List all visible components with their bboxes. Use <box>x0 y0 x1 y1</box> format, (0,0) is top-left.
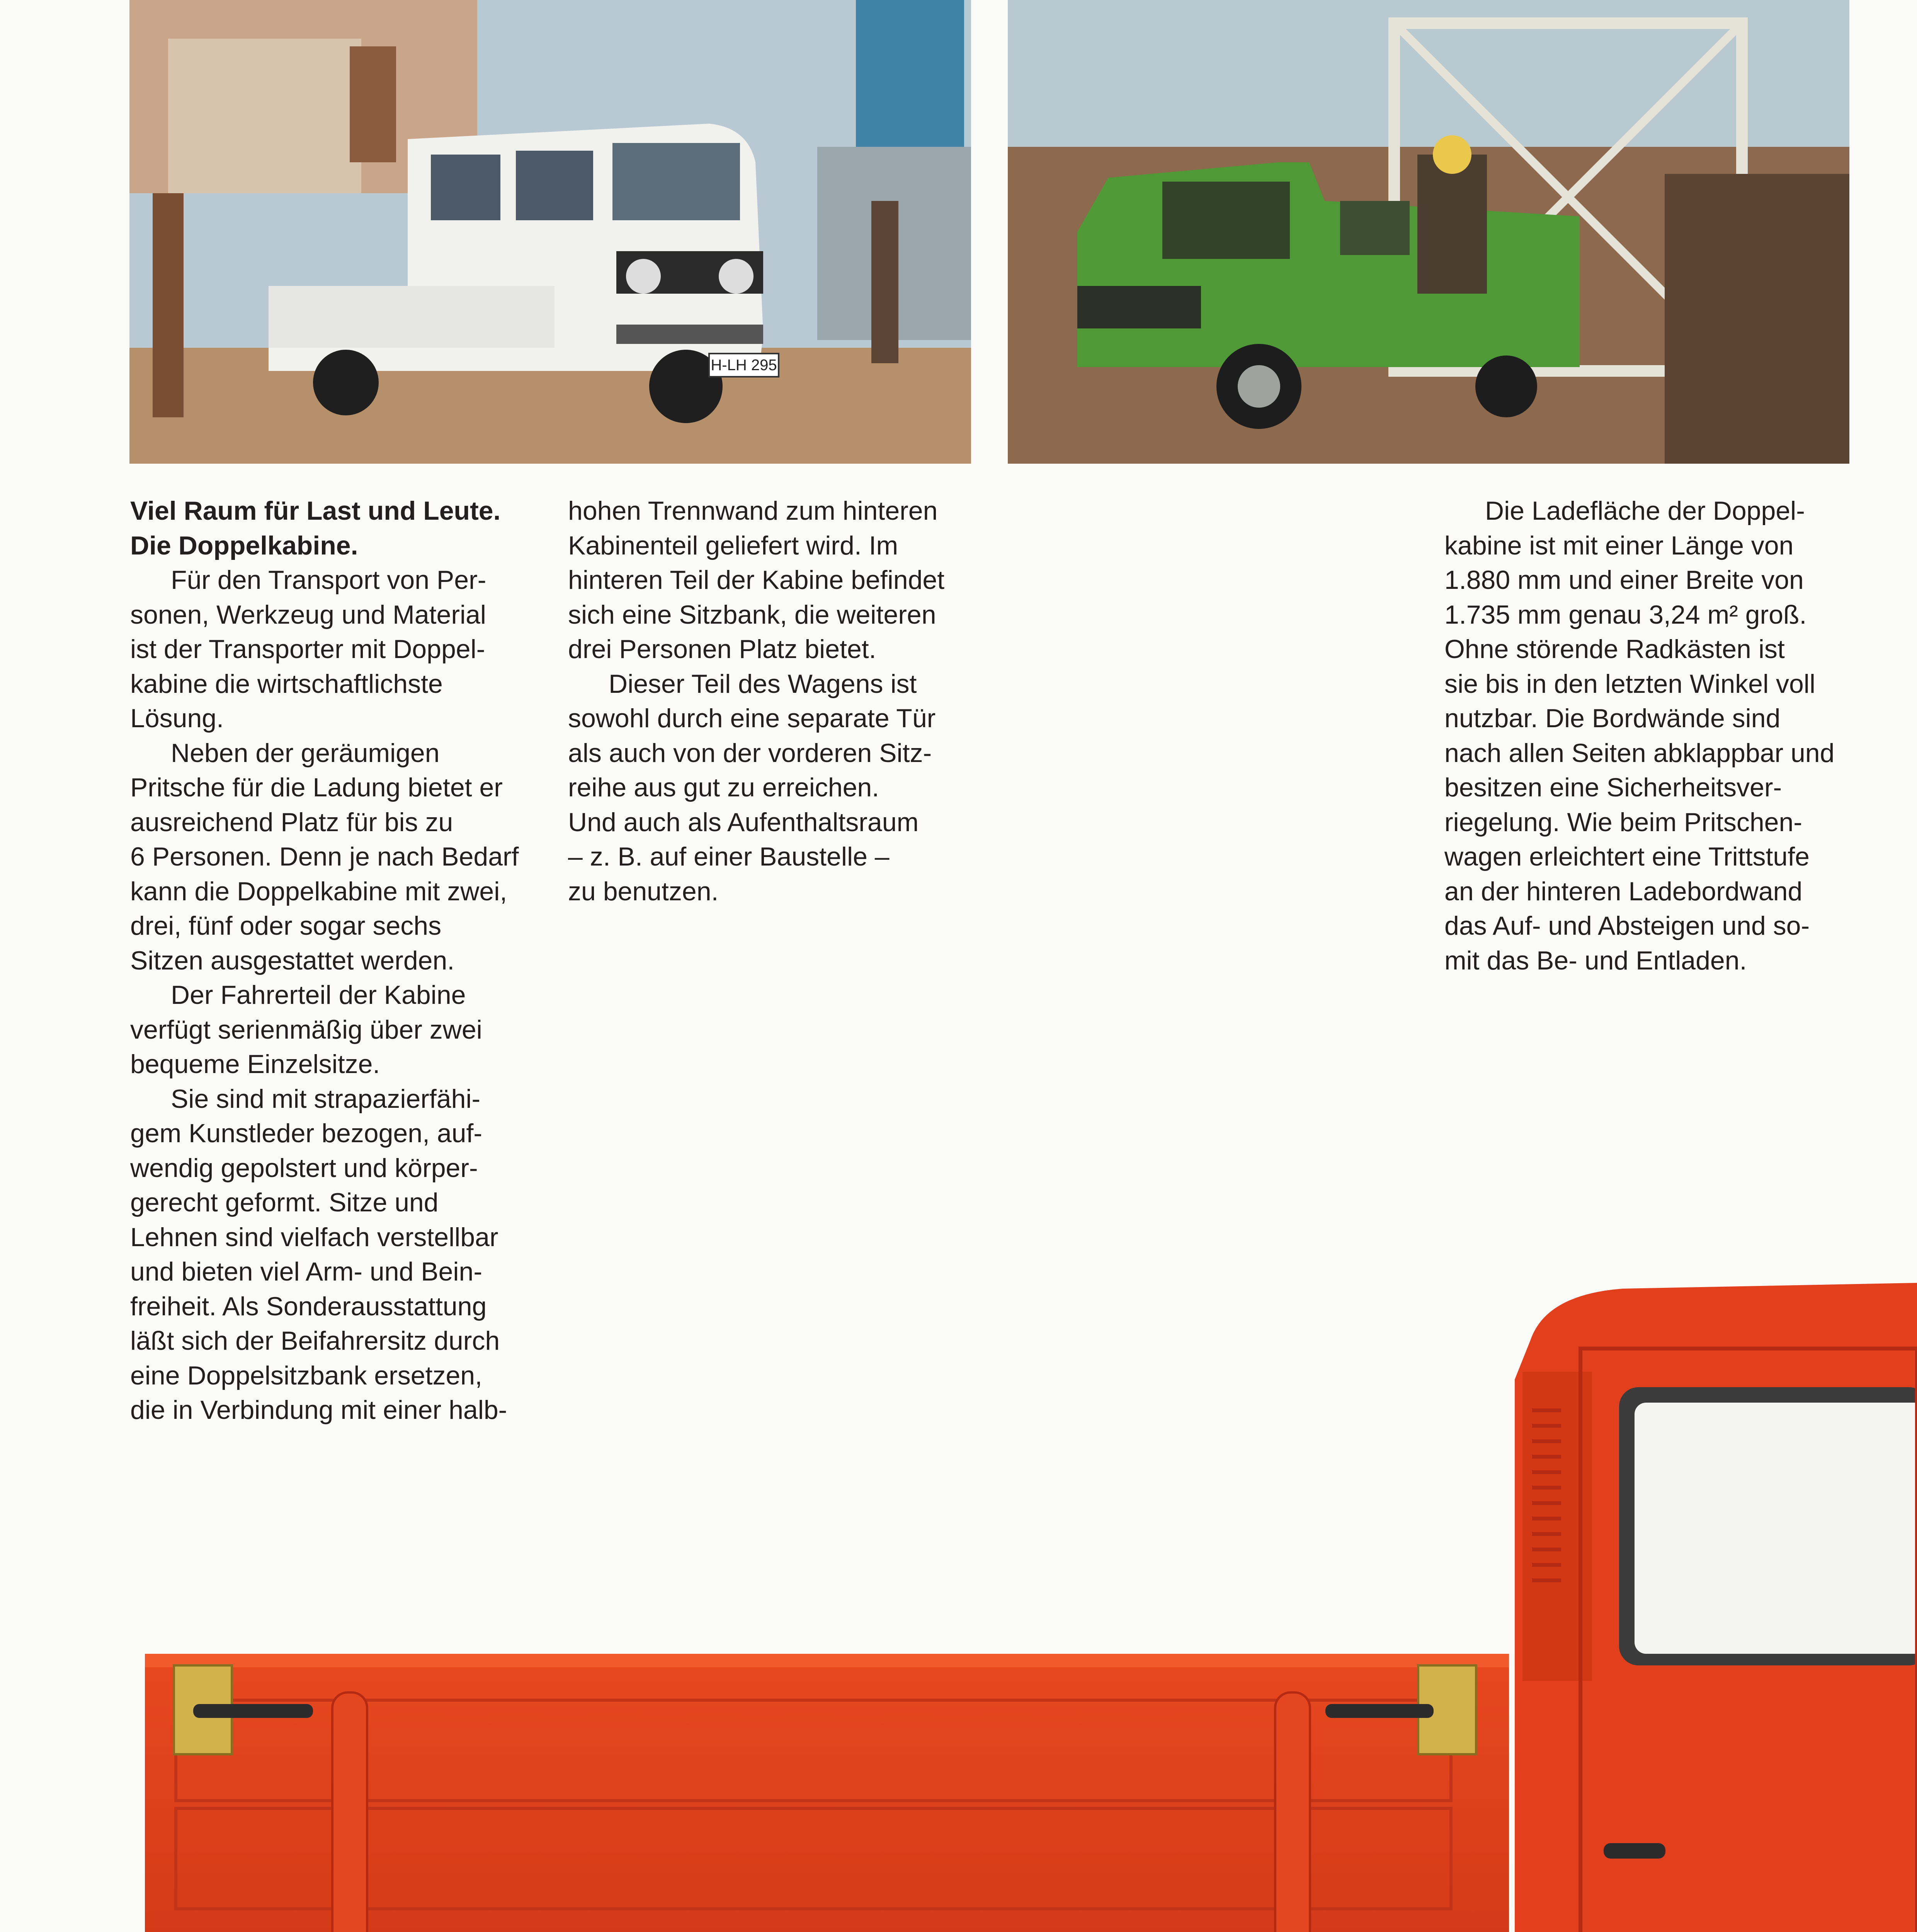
text-column-3 <box>1444 494 1854 978</box>
text-line: gem Kunstleder bezogen, auf- <box>130 1119 483 1148</box>
text-line: Für den Transport von Per- <box>171 565 486 595</box>
text-line: 6 Personen. Denn je nach Bedarf <box>130 842 519 871</box>
text-line: Kabinenteil geliefert wird. Im <box>568 531 898 560</box>
text-line: nutzbar. Die Bordwände sind <box>1444 704 1781 733</box>
text-line: 1.880 mm und einer Breite von <box>1444 565 1804 595</box>
text-line: Sie sind mit strapazierfähi- <box>171 1084 481 1114</box>
text-line: Pritsche für die Ladung bietet er <box>130 773 503 802</box>
text-line: besitzen eine Sicherheitsver- <box>1444 773 1782 802</box>
text-line: reihe aus gut zu erreichen. <box>568 773 879 802</box>
text-line: drei, fünf oder sogar sechs <box>130 911 442 940</box>
text-line: Ohne störende Radkästen ist <box>1444 634 1785 664</box>
license-plate: H-LH 295 <box>711 357 777 374</box>
text-line: das Auf- und Absteigen und so- <box>1444 911 1810 940</box>
text-line: zu benutzen. <box>568 876 719 906</box>
text-line: sich eine Sitzbank, die weiteren <box>568 600 936 629</box>
text-line: sonen, Werkzeug und Material <box>130 600 486 629</box>
text-line: kabine ist mit einer Länge von <box>1444 531 1794 560</box>
text-line: riegelung. Wie beim Pritschen- <box>1444 807 1802 837</box>
text-line: Dieser Teil des Wagens ist <box>609 669 917 699</box>
text-line: die in Verbindung mit einer halb- <box>130 1395 507 1425</box>
text-line: nach allen Seiten abklappbar und <box>1444 738 1835 768</box>
section-heading-line-2: Die Doppelkabine. <box>130 531 358 560</box>
text-line: mit das Be- und Entladen. <box>1444 946 1747 975</box>
text-line: 1.735 mm genau 3,24 m² groß. <box>1444 600 1807 629</box>
text-line: drei Personen Platz bietet. <box>568 634 876 664</box>
text-line: ist der Transporter mit Doppel- <box>130 634 485 664</box>
text-line: Lösung. <box>130 704 224 733</box>
text-line: gerecht geformt. Sitze und <box>130 1188 439 1217</box>
text-line: Sitzen ausgestattet werden. <box>130 946 455 975</box>
text-line: eine Doppelsitzbank ersetzen, <box>130 1361 482 1390</box>
text-line: – z. B. auf einer Baustelle – <box>568 842 890 871</box>
red-doublecab-truck-photo <box>0 1217 1917 1932</box>
text-line: Neben der geräumigen <box>171 738 440 768</box>
text-line: wendig gepolstert und körper- <box>130 1153 478 1183</box>
text-line: Lehnen sind vielfach verstellbar <box>130 1222 498 1252</box>
column-3-body <box>1444 494 1854 978</box>
section-heading-line-1: Viel Raum für Last und Leute. <box>130 496 501 526</box>
photo-white-doublecab-construction <box>129 0 971 464</box>
column-2-body <box>568 494 978 909</box>
text-line: sowohl durch eine separate Tür <box>568 704 936 733</box>
text-line: Und auch als Aufenthaltsraum <box>568 807 919 837</box>
text-line: sie bis in den letzten Winkel voll <box>1444 669 1816 699</box>
text-line: verfügt serienmäßig über zwei <box>130 1015 482 1044</box>
text-line: Der Fahrerteil der Kabine <box>171 980 466 1010</box>
photo-green-doublecab-site <box>1008 0 1849 464</box>
text-line: läßt sich der Beifahrersitz durch <box>130 1326 500 1355</box>
text-line: kann die Doppelkabine mit zwei, <box>130 876 507 906</box>
text-line: kabine die wirtschaftlichste <box>130 669 443 699</box>
text-line: an der hinteren Ladebordwand <box>1444 876 1803 906</box>
text-line: ausreichend Platz für bis zu <box>130 807 453 837</box>
text-line: Die Ladefläche der Doppel- <box>1485 496 1805 526</box>
text-line: und bieten viel Arm- und Bein- <box>130 1257 482 1286</box>
text-line: hohen Trennwand zum hinteren <box>568 496 938 526</box>
text-line: bequeme Einzelsitze. <box>130 1049 380 1079</box>
text-line: freiheit. Als Sonderausstattung <box>130 1291 487 1321</box>
text-line: als auch von der vorderen Sitz- <box>568 738 932 768</box>
text-line: wagen erleichtert eine Trittstufe <box>1444 842 1810 871</box>
text-column-2 <box>568 494 978 909</box>
text-line: hinteren Teil der Kabine befindet <box>568 565 945 595</box>
